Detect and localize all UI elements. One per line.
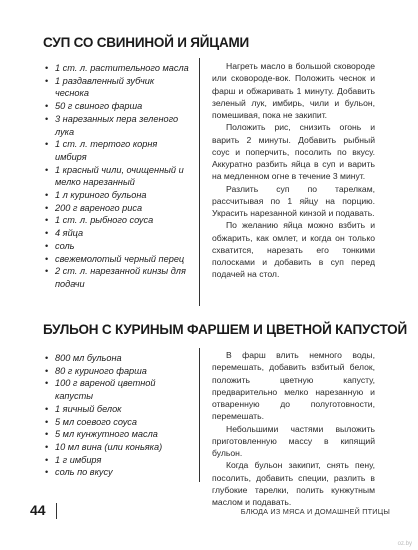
ingredient-item: • 1 раздавленный зубчик чеснока	[45, 75, 190, 100]
column-divider	[199, 348, 200, 482]
recipe-1-title: СУП СО СВИНИНОЙ И ЯЙЦАМИ	[43, 35, 250, 50]
method-paragraph: Небольшими частями выложить приготовленную массу в кипящий бульон.	[212, 423, 375, 458]
recipe-1-ingredients-list	[45, 62, 190, 291]
ingredient-item: • 800 мл бульона	[45, 352, 190, 365]
method-paragraph: Когда бульон закипит, снять пену, посолить, добавить специи, разлить в глубокие тарелки, полить кунжутным маслом и подавать.	[212, 460, 375, 507]
recipe-1-method	[212, 60, 375, 281]
ingredient-item: • 5 мл соевого соуса	[45, 416, 190, 429]
ingredient-item: • 80 г куриного фарша	[45, 365, 190, 378]
ingredient-item: • 1 г имбиря	[45, 454, 190, 467]
ingredient-item: • 2 ст. л. нарезанной кинзы для подачи	[45, 265, 190, 290]
ingredient-item: • 200 г вареного риса	[45, 202, 190, 215]
page-footer	[0, 502, 418, 522]
ingredient-item: • 5 мл кунжутного масла	[45, 428, 190, 441]
ingredient-item: • 4 яйца	[45, 227, 190, 240]
ingredient-item: • 50 г свиного фарша	[45, 100, 190, 113]
section-title: БЛЮДА ИЗ МЯСА И ДОМАШНЕЙ ПТИЦЫ	[240, 507, 390, 516]
column-divider	[199, 58, 200, 306]
page-number: 44	[30, 502, 46, 518]
ingredient-item: • соль по вкусу	[45, 466, 190, 479]
method-paragraph: В фарш влить немного воды, перемешать, добавить взбитый белок, положить цветную капусту, предварительно мелко нарезанную и отваренную до полуготовности, перемешать.	[212, 350, 375, 422]
ingredient-item: • 1 л куриного бульона	[45, 189, 190, 202]
ingredient-item: • 1 красный чили, очищенный и мелко нарезанный	[45, 164, 190, 189]
method-paragraph: По желанию яйца можно взбить и обжарить, как омлет, и когда он только схватится, нарезать его тонкими полосками и добавить в суп перед подачей на стол.	[212, 220, 375, 280]
recipe-2-ingredients-list	[45, 352, 190, 479]
ingredient-item: • 100 г вареной цветной капусты	[45, 377, 190, 402]
ingredient-item: • 10 мл вина (или коньяка)	[45, 441, 190, 454]
footer-divider	[56, 503, 57, 519]
ingredient-item: • 1 ст. л. тертого корня имбиря	[45, 138, 190, 163]
method-paragraph: Положить рис, снизить огонь и варить 2 минуты. Добавить рыбный соус и поперчить, посолить по вкусу. Аккуратно разбить яйца в суп и варить на медленном огне в течение 3 минут.	[212, 122, 375, 182]
ingredient-item: • 3 нарезанных пера зеленого лука	[45, 113, 190, 138]
watermark: oz.by	[397, 541, 412, 547]
ingredient-item: • 1 яичный белок	[45, 403, 190, 416]
ingredient-item: • 1 ст. л. рыбного соуса	[45, 214, 190, 227]
recipe-2-method	[212, 349, 375, 508]
ingredient-item: • 1 ст. л. растительного масла	[45, 62, 190, 75]
method-paragraph: Нагреть масло в большой сковороде или сковороде-вок. Положить чеснок и фарш и обжаривать 1 минуту. Добавить зеленый лук, имбирь, чили и бульон, помешивая, пока не закипит.	[212, 61, 375, 120]
recipe-2-title: БУЛЬОН С КУРИНЫМ ФАРШЕМ И ЦВЕТНОЙ КАПУСТОЙ	[43, 322, 407, 337]
ingredient-item: • соль	[45, 240, 190, 253]
ingredient-item: • свежемолотый черный перец	[45, 253, 190, 266]
method-paragraph: Разлить суп по тарелкам, рассчитывая по 1 яйцу на порцию. Украсить нарезанной кинзой и подавать.	[212, 183, 375, 218]
